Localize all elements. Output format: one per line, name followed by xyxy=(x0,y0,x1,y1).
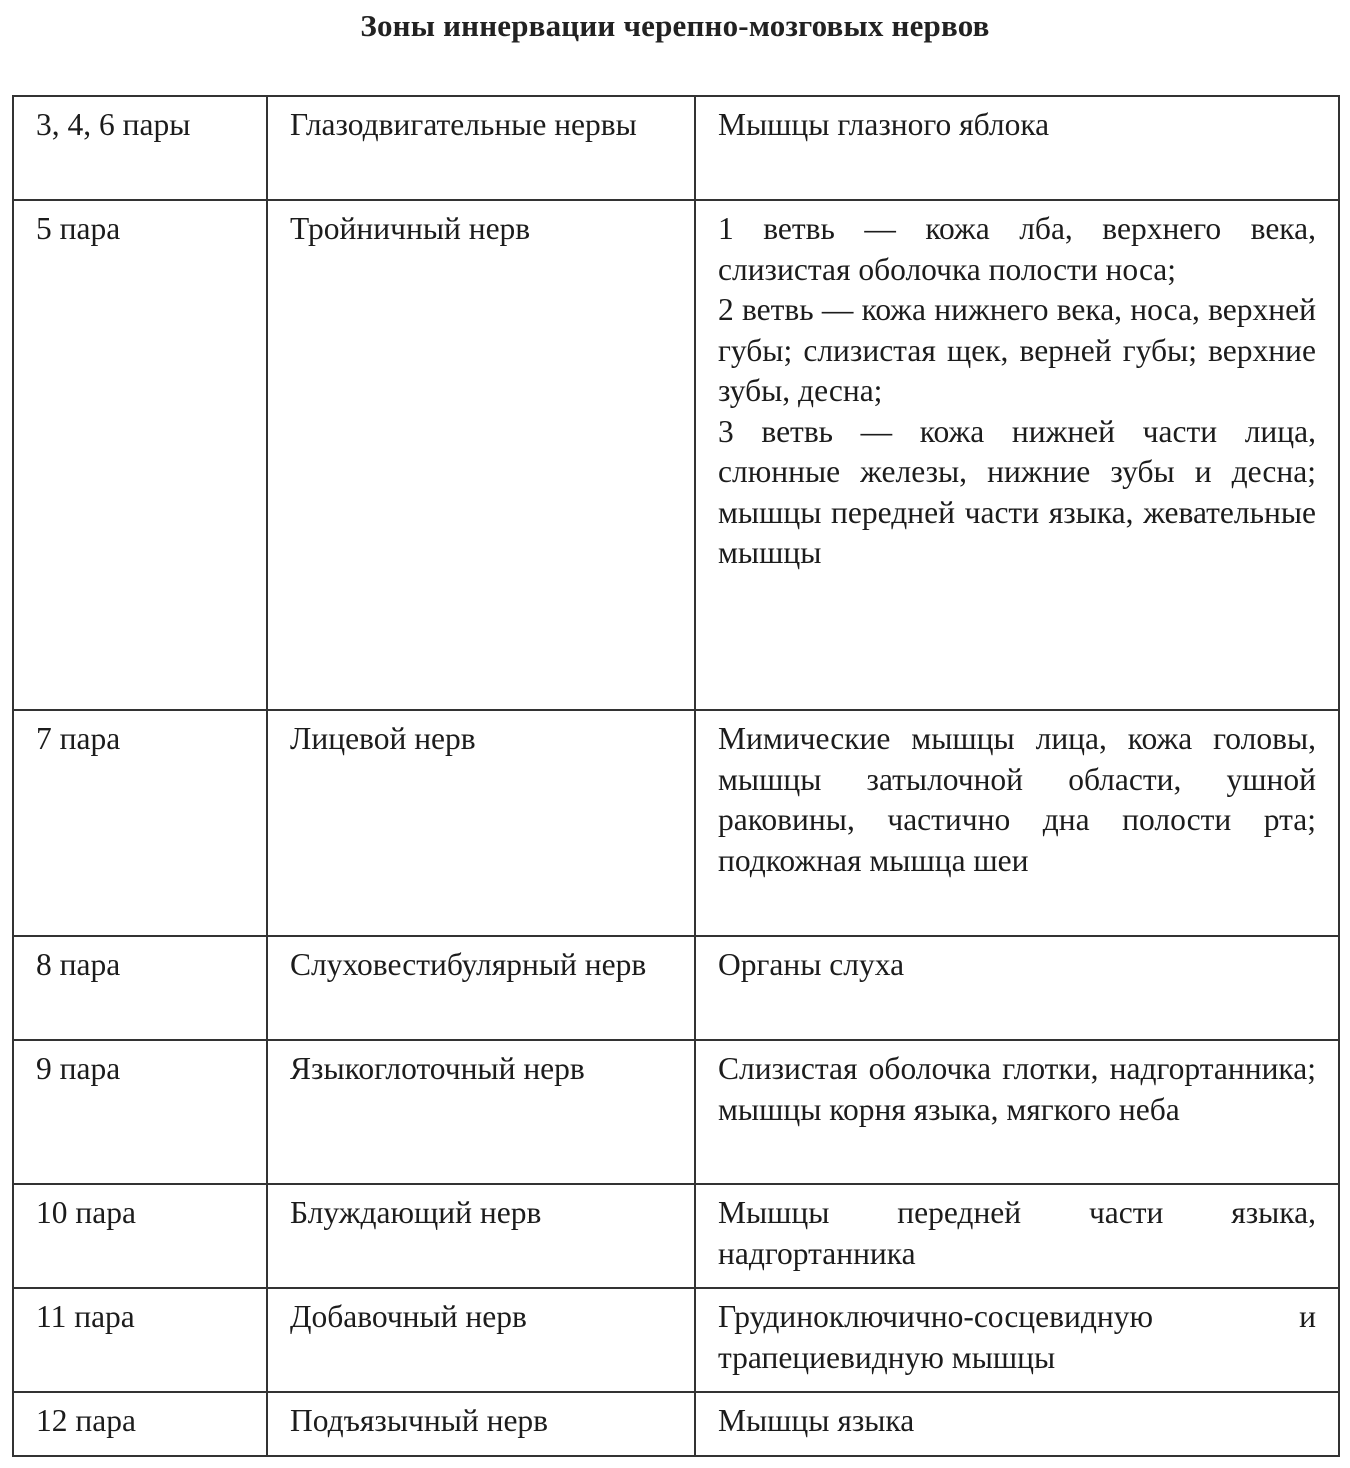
zone-branch-3: 3 ветвь — кожа нижней части лица, слюнные железы, нижние зубы и десна; мышцы передней части языка, жевательные мышцы xyxy=(718,413,1316,570)
zone-cell xyxy=(695,200,1339,710)
zone-cell xyxy=(695,936,1339,1040)
zone-text: Органы слуха xyxy=(718,947,905,982)
zone-cell xyxy=(695,1040,1339,1184)
zone-cell xyxy=(695,710,1339,936)
table-row xyxy=(13,200,1339,710)
nerve-cell: Слуховестибулярный нерв xyxy=(267,936,695,1040)
table-row xyxy=(13,1184,1339,1288)
pair-cell: 8 пара xyxy=(13,936,267,1040)
zone-cell xyxy=(695,1184,1339,1288)
table-row xyxy=(13,710,1339,936)
innervation-table xyxy=(12,95,1340,1457)
zone-text: Мимические мышцы лица, кожа головы, мышцы затылочной области, ушной раковины, частично дна полости рта; подкожная мышца шеи xyxy=(718,721,1316,878)
nerve-cell: Добавочный нерв xyxy=(267,1288,695,1392)
nerve-cell: Языкоглоточный нерв xyxy=(267,1040,695,1184)
pair-cell: 7 пара xyxy=(13,710,267,936)
pair-cell: 10 пара xyxy=(13,1184,267,1288)
table-row xyxy=(13,1392,1339,1456)
pair-cell: 9 пара xyxy=(13,1040,267,1184)
pair-cell: 3, 4, 6 пары xyxy=(13,96,267,200)
nerve-cell: Блуждающий нерв xyxy=(267,1184,695,1288)
zone-text: Грудиноключично-сосцевидную и трапециевидную мышцы xyxy=(718,1299,1316,1375)
zone-branch-2: 2 ветвь — кожа нижнего века, носа, верхней губы; слизистая щек, верней губы; верхние зубы, десна; xyxy=(718,292,1316,408)
pair-cell: 5 пара xyxy=(13,200,267,710)
zone-branch-1: 1 ветвь — кожа лба, верхнего века, слизистая оболочка полости носа; xyxy=(718,211,1316,287)
zone-cell xyxy=(695,96,1339,200)
table-row xyxy=(13,936,1339,1040)
table-row xyxy=(13,1040,1339,1184)
zone-cell xyxy=(695,1288,1339,1392)
page-title: Зоны иннервации черепно-мозговых нервов xyxy=(360,8,990,43)
zone-text: Мышцы языка xyxy=(718,1403,915,1438)
table-row xyxy=(13,96,1339,200)
zone-text: Мышцы глазного яблока xyxy=(718,107,1050,142)
zone-cell xyxy=(695,1392,1339,1456)
pair-cell: 11 пара xyxy=(13,1288,267,1392)
table-row xyxy=(13,1288,1339,1392)
zone-text: Слизистая оболочка глотки, надгортанника; мышцы корня языка, мягкого неба xyxy=(718,1051,1316,1127)
nerve-cell: Лицевой нерв xyxy=(267,710,695,936)
nerve-cell: Глазодвигательные нервы xyxy=(267,96,695,200)
nerve-cell: Тройничный нерв xyxy=(267,200,695,710)
nerve-cell: Подъязычный нерв xyxy=(267,1392,695,1456)
zone-text: Мышцы передней части языка, надгортанника xyxy=(718,1195,1316,1271)
pair-cell: 12 пара xyxy=(13,1392,267,1456)
